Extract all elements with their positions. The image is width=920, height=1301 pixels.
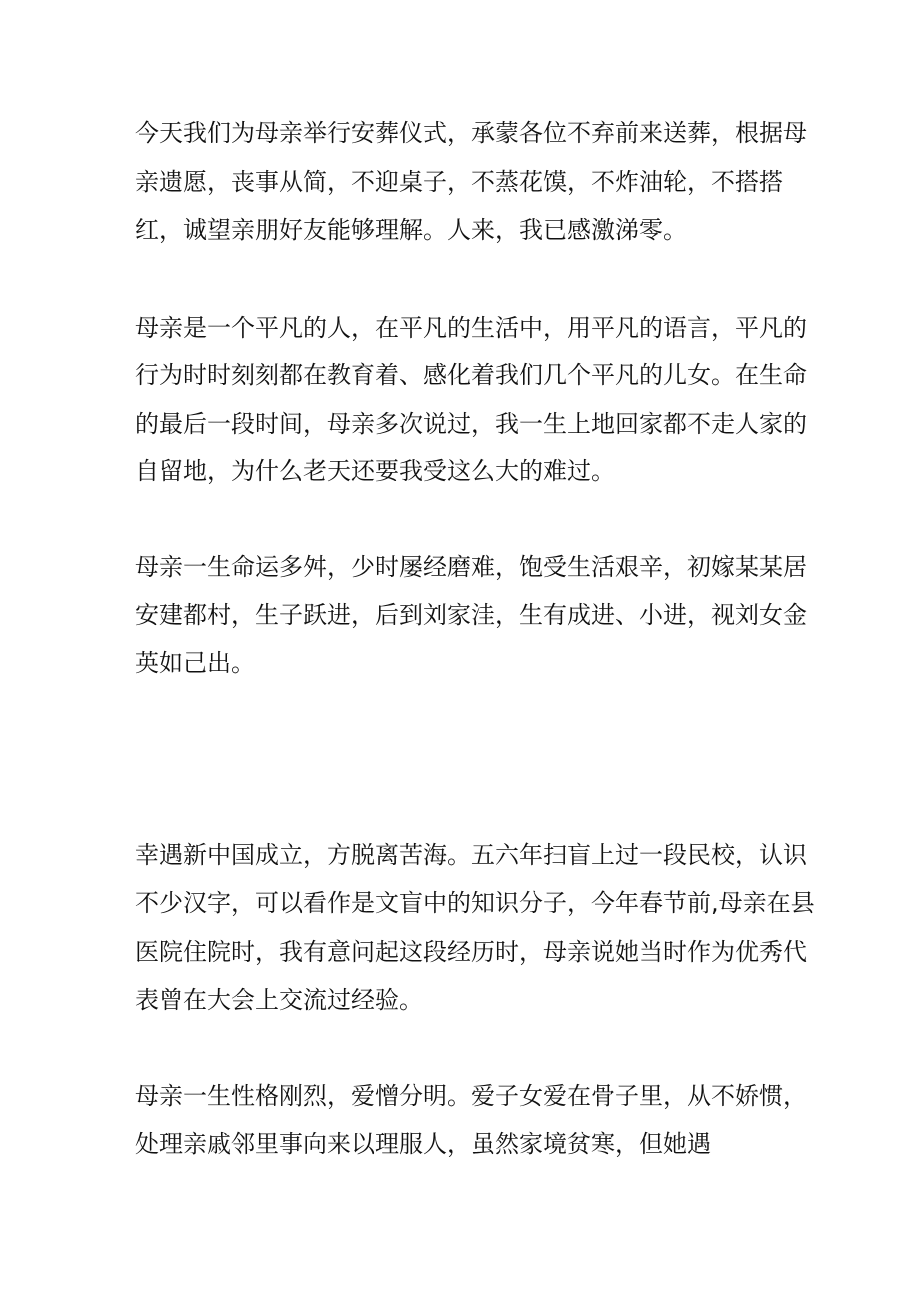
- text-line: 自留地，为什么老天还要我受这么大的难过。: [135, 457, 615, 485]
- text-line: 表曾在大会上交流过经验。: [135, 986, 423, 1014]
- text-line: 不少汉字，可以看作是文盲中的知识分子，今年春节前,母亲在县: [135, 889, 815, 917]
- text-line: 今天我们为母亲举行安葬仪式，承蒙各位不弃前来送葬，根据母: [135, 119, 807, 147]
- text-line: 安建都村，生子跃进，后到刘家洼，生有成进、小进，视刘女金: [135, 601, 807, 629]
- text-line: 母亲一生命运多舛，少时屡经磨难，饱受生活艰辛，初嫁某某居: [135, 553, 807, 581]
- text-line: 医院住院时，我有意问起这段经历时，母亲说她当时作为优秀代: [135, 938, 807, 966]
- text-line: 亲遗愿，丧事从简，不迎桌子，不蒸花馍，不炸油轮，不搭搭: [135, 168, 783, 196]
- text-line: 处理亲戚邻里事向来以理服人，虽然家境贫寒，但她遇: [135, 1130, 711, 1158]
- text-line: 的最后一段时间，母亲多次说过，我一生上地回家都不走人家的: [135, 410, 807, 438]
- text-line: 行为时时刻刻都在教育着、感化着我们几个平凡的儿女。在生命: [135, 361, 807, 389]
- text-line: 母亲一生性格刚烈，爱憎分明。爱子女爱在骨子里，从不娇惯，: [135, 1082, 807, 1110]
- text-line: 母亲是一个平凡的人，在平凡的生活中，用平凡的语言，平凡的: [135, 314, 807, 342]
- text-line: 幸遇新中国成立，方脱离苦海。五六年扫盲上过一段民校，认识: [135, 841, 807, 869]
- text-line: 红，诚望亲朋好友能够理解。人来，我已感激涕零。: [135, 216, 687, 244]
- text-line: 英如己出。: [135, 649, 255, 677]
